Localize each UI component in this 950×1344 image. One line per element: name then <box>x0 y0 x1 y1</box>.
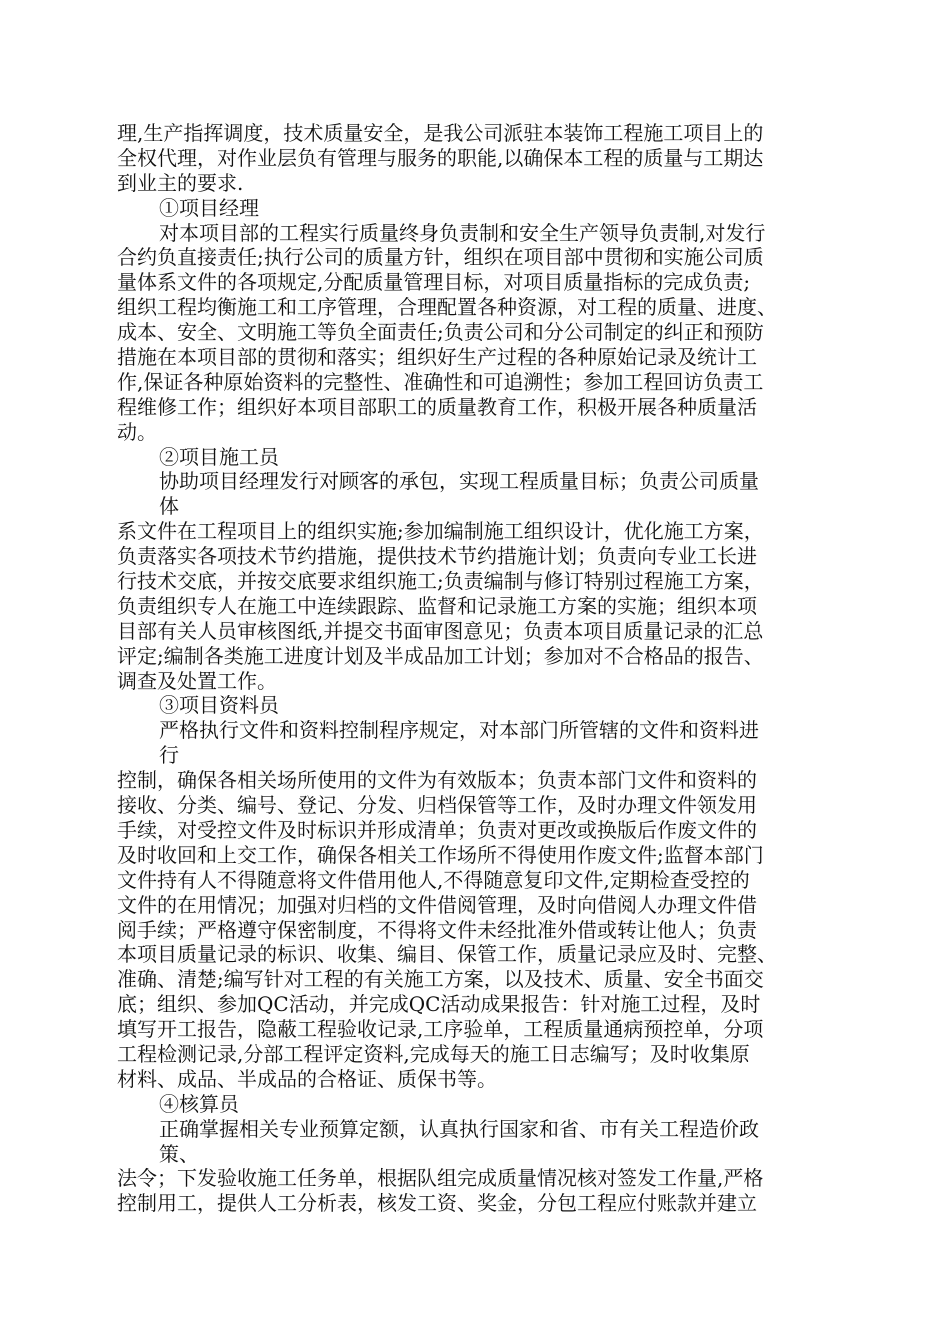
text-line: 底；组织、参加QC活动，并完成QC活动成果报告：针对施工过程，及时 <box>117 992 761 1017</box>
text-line: 协助项目经理发行对顾客的承包，实现工程质量目标；负责公司质量 <box>159 469 759 494</box>
text-line: 手续，对受控文件及时标识并形成清单；负责对更改或换版后作废文件的 <box>117 817 757 842</box>
text-line: 行 <box>159 743 179 768</box>
text-line: 评定;编制各类施工进度计划及半成品加工计划；参加对不合格品的报告、 <box>117 643 764 668</box>
text-line: 体 <box>159 494 179 519</box>
text-line: 负责组织专人在施工中连续跟踪、监督和记录施工方案的实施；组织本项 <box>117 593 757 618</box>
text-line: ④核算员 <box>159 1091 239 1116</box>
text-line: 本项目质量记录的标识、收集、编目、保管工作，质量记录应及时、完整、 <box>117 942 777 967</box>
text-line: 动。 <box>117 419 157 444</box>
text-line: 文件的在用情况；加强对归档的文件借阅管理，及时向借阅人办理文件借 <box>117 892 757 917</box>
text-line: 措施在本项目部的贯彻和落实；组织好生产过程的各种原始记录及统计工 <box>117 345 757 370</box>
text-line: 控制，确保各相关场所使用的文件为有效版本；负责本部门文件和资料的 <box>117 768 757 793</box>
text-line: 作,保证各种原始资料的完整性、准确性和可追溯性；参加工程回访负责工 <box>117 369 764 394</box>
text-line: 严格执行文件和资料控制程序规定，对本部门所管辖的文件和资料进 <box>159 718 759 743</box>
text-line: 系文件在工程项目上的组织实施;参加编制施工组织设计，优化施工方案， <box>117 519 764 544</box>
text-line: 策、 <box>159 1141 199 1166</box>
text-line: ③项目资料员 <box>159 693 279 718</box>
text-line: 全权代理，对作业层负有管理与服务的职能,以确保本工程的质量与工期达 <box>117 145 764 170</box>
text-line: 负责落实各项技术节约措施，提供技术节约措施计划；负责向专业工长进 <box>117 544 757 569</box>
text-line: 正确掌握相关专业预算定额，认真执行国家和省、市有关工程造价政 <box>159 1116 759 1141</box>
text-line: 填写开工报告，隐蔽工程验收记录,工序验单，工程质量通病预控单，分项 <box>117 1017 764 1042</box>
text-line: 程维修工作；组织好本项目部职工的质量教育工作，积极开展各种质量活 <box>117 394 757 419</box>
text-line: 及时收回和上交工作，确保各相关工作场所不得使用作废文件;监督本部门 <box>117 842 764 867</box>
text-line: 调查及处置工作。 <box>117 668 277 693</box>
text-line: ①项目经理 <box>159 195 259 220</box>
text-line: 材料、成品、半成品的合格证、质保书等。 <box>117 1066 497 1091</box>
text-line: 行技术交底，并按交底要求组织施工;负责编制与修订特别过程施工方案， <box>117 569 764 594</box>
text-line: 接收、分类、编号、登记、分发、归档保管等工作，及时办理文件领发用 <box>117 793 757 818</box>
text-line: 合约负直接责任;执行公司的质量方针，组织在项目部中贯彻和实施公司质 <box>117 245 764 270</box>
text-line: 到业主的要求. <box>117 170 244 195</box>
text-line: 理,生产指挥调度，技术质量安全，是我公司派驻本装饰工程施工项目上的 <box>117 121 764 145</box>
document-body-text <box>117 121 847 1216</box>
text-line: 法令；下发验收施工任务单，根据队组完成质量情况核对签发工作量,严格 <box>117 1166 764 1191</box>
text-line: 目部有关人员审核图纸,并提交书面审图意见；负责本项目质量记录的汇总 <box>117 618 764 643</box>
text-line: 成本、安全、文明施工等负全面责任;负责公司和分公司制定的纠正和预防 <box>117 320 764 345</box>
text-line: 阅手续；严格遵守保密制度，不得将文件未经批准外借或转让他人；负责 <box>117 917 757 942</box>
text-line: 工程检测记录,分部工程评定资料,完成每天的施工日志编写；及时收集原 <box>117 1041 750 1066</box>
text-line: 对本项目部的工程实行质量终身负责制和安全生产领导负责制,对发行 <box>159 220 766 245</box>
text-line: 量体系文件的各项规定,分配质量管理目标，对项目质量指标的完成负责; <box>117 270 751 295</box>
text-line: 准确、清楚;编写针对工程的有关施工方案，以及技术、质量、安全书面交 <box>117 967 764 992</box>
text-line: ②项目施工员 <box>159 444 279 469</box>
text-line: 文件持有人不得随意将文件借用他人,不得随意复印文件,定期检查受控的 <box>117 867 750 892</box>
text-line: 组织工程均衡施工和工序管理，合理配置各种资源，对工程的质量、进度、 <box>117 295 777 320</box>
text-line: 控制用工，提供人工分析表，核发工资、奖金，分包工程应付账款并建立 <box>117 1191 757 1216</box>
